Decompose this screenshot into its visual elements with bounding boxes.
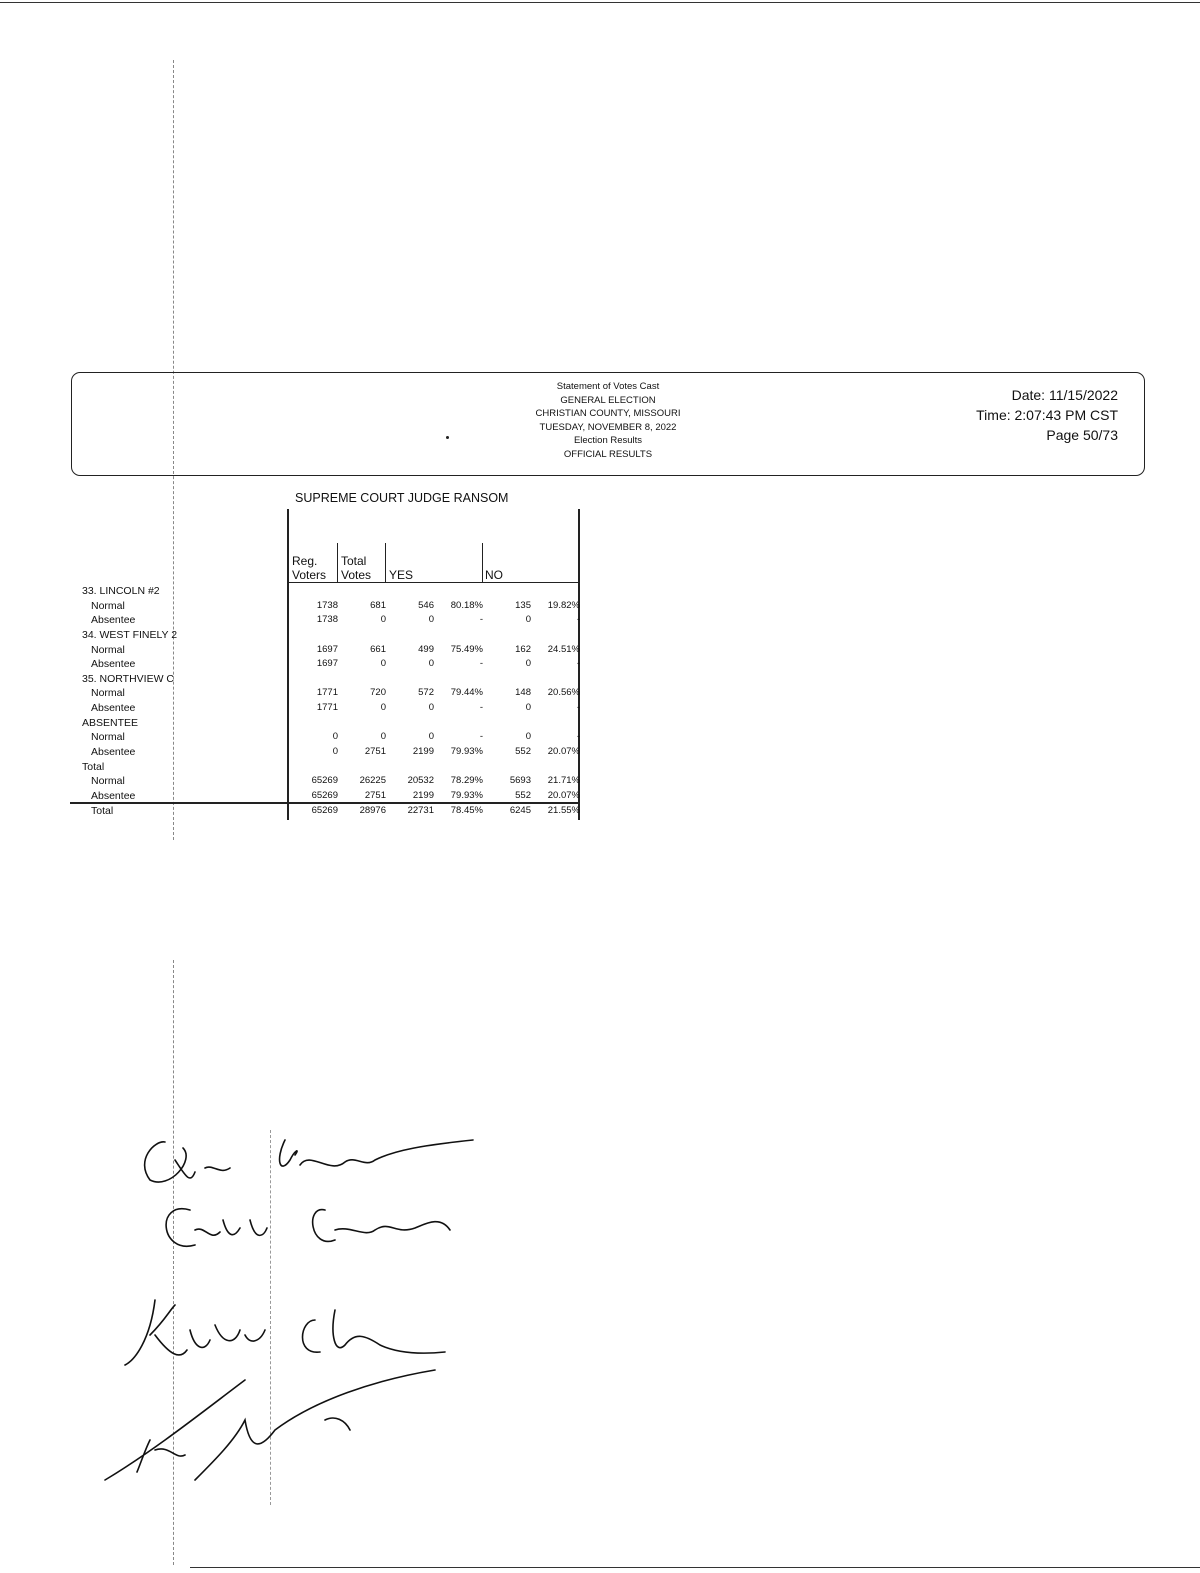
row-label: 33. LINCOLN #2 — [82, 585, 160, 597]
cell-total: 720 — [370, 687, 386, 699]
row-label: Normal — [91, 775, 125, 788]
cell-reg: 1738 — [316, 599, 338, 611]
row-label: Normal — [91, 687, 125, 700]
signature-block — [95, 1120, 495, 1500]
row-label: Normal — [91, 643, 125, 656]
report-header — [71, 372, 1145, 476]
cell-total: 2751 — [364, 746, 386, 758]
cell-total: 26225 — [359, 775, 386, 787]
cell-yes-pct: - — [479, 731, 483, 743]
col-total-votes — [341, 554, 371, 582]
cell-reg: 65269 — [311, 775, 338, 787]
cell-total: 28976 — [359, 804, 386, 816]
cell-no: 162 — [515, 643, 531, 655]
cell-no-pct: 24.51% — [547, 643, 580, 655]
cell-no: 6245 — [509, 804, 531, 816]
signature — [105, 1370, 435, 1480]
cell-no-pct: 19.82% — [547, 599, 580, 611]
cell-total: 0 — [380, 702, 386, 714]
row-label: 34. WEST FINELY 2 — [82, 628, 178, 641]
table-row — [70, 643, 582, 658]
results-table — [70, 584, 582, 818]
table-row — [70, 599, 582, 614]
cell-reg: 0 — [332, 731, 338, 743]
row-label: Absentee — [91, 658, 136, 671]
precinct-group-row — [70, 716, 582, 731]
col-label: Voters — [292, 568, 327, 582]
table-row — [70, 657, 582, 672]
cell-no-pct: - — [576, 702, 580, 714]
cell-yes-pct: 78.29% — [450, 775, 483, 787]
report-meta — [976, 385, 1118, 445]
cell-yes: 0 — [428, 658, 434, 670]
cell-yes: 2199 — [412, 789, 434, 801]
signature — [145, 1140, 473, 1182]
row-label: Absentee — [91, 702, 136, 715]
header-line: OFFICIAL RESULTS — [563, 448, 653, 460]
col-reg-voters — [292, 554, 326, 582]
cell-reg: 1738 — [316, 614, 338, 626]
cell-yes: 499 — [418, 643, 434, 655]
column-divider — [385, 543, 386, 583]
row-label: 35. NORTHVIEW C — [82, 672, 174, 685]
col-label: Total — [341, 554, 367, 568]
precinct-group-row — [70, 672, 582, 687]
cell-no-pct: - — [576, 614, 580, 626]
cell-no: 148 — [515, 687, 531, 699]
cell-reg: 1771 — [316, 687, 338, 699]
table-row — [70, 613, 582, 628]
precinct-group-row — [70, 760, 582, 775]
cell-total: 681 — [370, 599, 386, 611]
cell-no: 0 — [525, 702, 531, 714]
report-time: Time: 2:07:43 PM CST — [976, 407, 1118, 423]
cell-yes-pct: 75.49% — [450, 643, 483, 655]
cell-reg: 65269 — [311, 804, 338, 816]
column-divider — [337, 543, 338, 583]
row-label: Total — [91, 804, 114, 817]
cell-yes-pct: 79.93% — [450, 746, 483, 758]
table-row — [70, 701, 582, 716]
cell-no: 135 — [515, 599, 531, 611]
table-row — [70, 686, 582, 701]
cell-yes-pct: 78.45% — [450, 804, 483, 816]
precinct-group-row — [70, 628, 582, 643]
cell-yes: 22731 — [407, 804, 434, 816]
cell-yes-pct: - — [479, 614, 483, 626]
cell-reg: 1771 — [316, 702, 338, 714]
cell-total: 661 — [370, 643, 386, 655]
row-label: ABSENTEE — [82, 716, 139, 729]
header-line: Statement of Votes Cast — [556, 381, 660, 392]
cell-total: 2751 — [364, 789, 386, 801]
cell-reg: 65269 — [311, 789, 338, 801]
cell-total: 0 — [380, 658, 386, 670]
table-row — [70, 745, 582, 760]
table-row — [70, 804, 582, 819]
cell-yes: 2199 — [412, 746, 434, 758]
cell-total: 0 — [380, 614, 386, 626]
cell-no-pct: 20.56% — [547, 687, 580, 699]
contest-title: SUPREME COURT JUDGE RANSOM — [295, 491, 509, 505]
row-label: Absentee — [91, 746, 136, 759]
cell-reg: 0 — [332, 746, 338, 758]
cell-no-pct: - — [576, 731, 580, 743]
table-row — [70, 789, 582, 804]
cell-reg: 1697 — [316, 643, 338, 655]
cell-no: 552 — [515, 746, 531, 758]
cell-no: 5693 — [509, 775, 531, 787]
cell-no-pct: - — [576, 658, 580, 670]
row-label: Normal — [91, 731, 125, 744]
cell-yes: 0 — [428, 731, 434, 743]
header-line: CHRISTIAN COUNTY, MISSOURI — [535, 408, 681, 420]
cell-yes-pct: 79.44% — [450, 687, 483, 699]
table-row — [70, 730, 582, 745]
cell-no-pct: 20.07% — [547, 746, 580, 758]
cell-yes-pct: - — [479, 658, 483, 670]
cell-yes-pct: 79.93% — [450, 789, 483, 801]
page-number: Page 50/73 — [1046, 427, 1118, 443]
col-yes: YES — [389, 568, 414, 582]
cell-reg: 1697 — [316, 658, 338, 670]
header-line: GENERAL ELECTION — [560, 394, 656, 406]
col-label: Reg. — [292, 554, 318, 568]
table-row — [70, 774, 582, 789]
cell-yes-pct: - — [479, 702, 483, 714]
cell-yes: 20532 — [407, 775, 434, 787]
header-line: TUESDAY, NOVEMBER 8, 2022 — [539, 421, 677, 433]
column-divider — [482, 543, 483, 583]
cell-yes-pct: 80.18% — [450, 599, 483, 611]
row-label: Total — [82, 760, 105, 773]
cell-yes: 0 — [428, 702, 434, 714]
cell-no: 0 — [525, 614, 531, 626]
cell-no-pct: 20.07% — [547, 789, 580, 801]
stray-dot — [446, 436, 449, 439]
bottom-edge-rule — [190, 1567, 1200, 1568]
cell-yes: 546 — [418, 599, 434, 611]
cell-no: 552 — [515, 789, 531, 801]
col-no: NO — [485, 568, 503, 582]
report-date: Date: 11/15/2022 — [1011, 387, 1118, 403]
header-line: Election Results — [573, 435, 643, 447]
precinct-group-row — [70, 584, 582, 599]
header-underline — [287, 582, 579, 583]
row-label: Absentee — [91, 789, 136, 802]
cell-no-pct: 21.55% — [547, 804, 580, 816]
cell-no-pct: 21.71% — [547, 775, 580, 787]
cell-no: 0 — [525, 731, 531, 743]
col-label: Votes — [341, 568, 372, 582]
cell-no: 0 — [525, 658, 531, 670]
signature — [125, 1300, 445, 1365]
row-label: Normal — [91, 599, 125, 612]
top-edge-rule — [0, 2, 1200, 3]
cell-yes: 572 — [418, 687, 434, 699]
cell-yes: 0 — [428, 614, 434, 626]
cell-total: 0 — [380, 731, 386, 743]
row-label: Absentee — [91, 614, 136, 627]
signature — [166, 1209, 450, 1246]
